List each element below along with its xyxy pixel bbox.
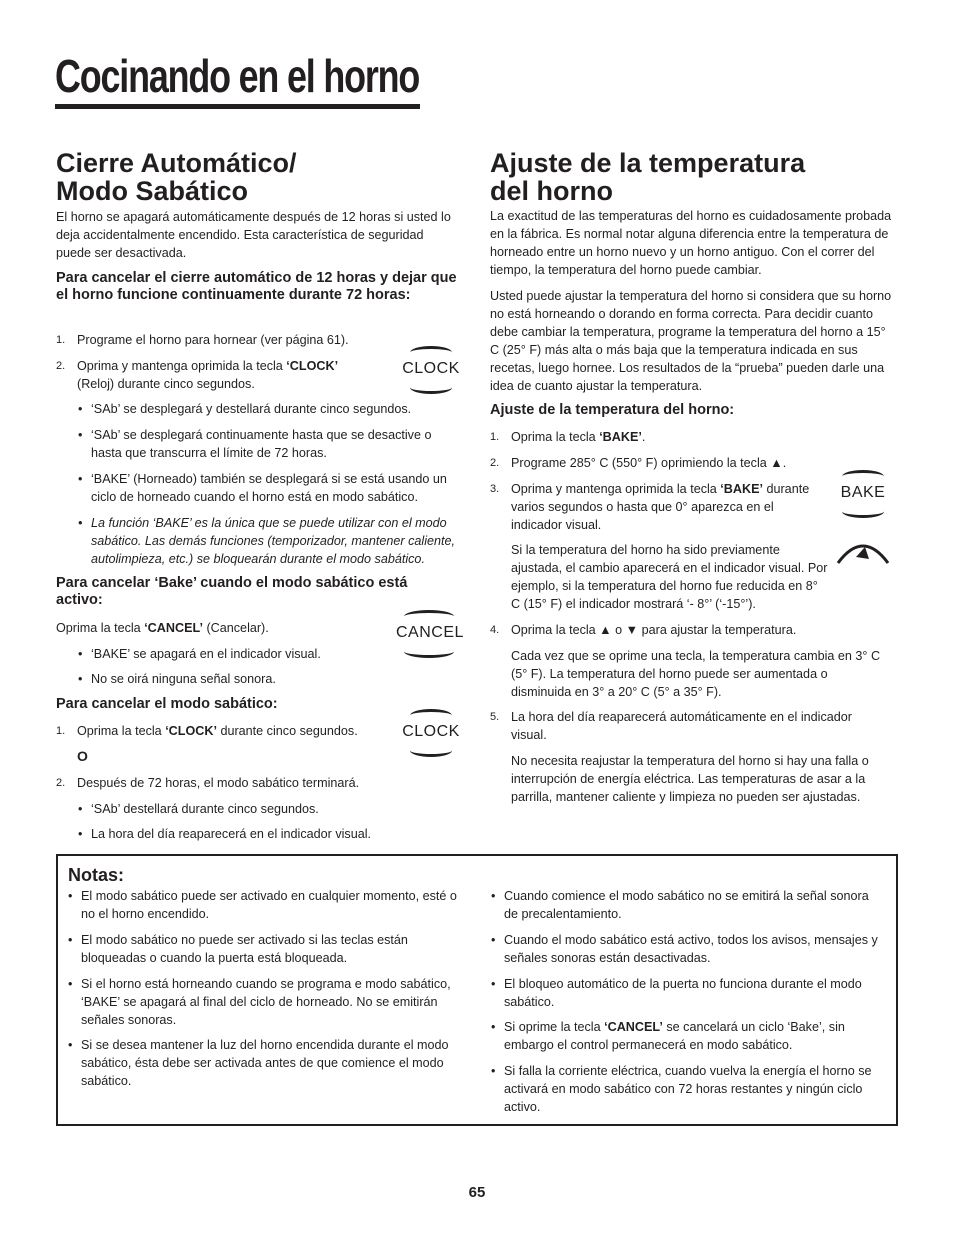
list-item: • Cuando el modo sabático está activo, todos los avisos, mensajes y señales sonoras están desactivadas. bbox=[491, 933, 878, 965]
step-item bbox=[56, 331, 386, 349]
temp-adjust-heading: Ajuste de la temperatura del horno bbox=[490, 148, 806, 206]
list-item: • ‘SAb’ se desplegará continuamente hasta que se desactive o hasta que transcurra el límite de 72 horas. bbox=[78, 428, 432, 460]
page-number: 65 bbox=[468, 1184, 486, 1201]
clock-key-icon: CLOCK bbox=[402, 709, 460, 757]
or-label: O bbox=[77, 748, 88, 764]
step-item: 2. Programe 285° C (550° F) oprimiendo la tecla ▲. bbox=[490, 456, 787, 470]
sabbath-subheading-2: Para cancelar ‘Bake’ cuando el modo sabático está activo: bbox=[56, 575, 408, 608]
list-item: • La función ‘BAKE’ es la única que se puede utilizar con el modo sabático. Las demás funciones (temporizador, mantener caliente, autolimpieza, etc.) se bloquearán durante el modo sabático. bbox=[78, 516, 456, 566]
sabbath-intro: El horno se apagará automáticamente después de 12 horas si usted lo deja accidentalmente encendido. Esta característica de seguridad puede ser desactivada. bbox=[56, 210, 451, 260]
up-arrow-key-icon bbox=[834, 533, 892, 571]
step-item: 5. La hora del día reaparecerá automáticamente en el indicador visual. bbox=[490, 710, 852, 742]
sabbath-heading-line2: Modo Sabático bbox=[56, 176, 249, 206]
page-title: Cocinando en el horno bbox=[55, 50, 420, 102]
clock-key-label: CLOCK bbox=[402, 360, 460, 377]
sabbath-heading bbox=[56, 149, 297, 205]
bake-key-icon: BAKE bbox=[834, 470, 892, 518]
list-item: • El modo sabático no puede ser activado si las teclas están bloqueadas o cuando la puerta está bloqueada. bbox=[68, 933, 408, 965]
list-item: • Si falla la corriente eléctrica, cuando vuelva la energía el horno se activará en modo sabático con 72 horas restantes y ningún ciclo activo. bbox=[491, 1064, 872, 1114]
step-item: 4. Oprima la tecla ▲ o ▼ para ajustar la temperatura. bbox=[490, 623, 797, 637]
list-item: • ‘SAb’ destellará durante cinco segundos. bbox=[78, 802, 319, 816]
list-item: • El modo sabático puede ser activado en cualquier momento, esté o no el horno encendido. bbox=[68, 889, 457, 921]
notes-heading: Notas: bbox=[68, 865, 125, 885]
step-item: 3. Oprima y mantenga oprimida la tecla ‘BAKE’ durante varios segundos o hasta que 0° aparezca en el indicador visual. bbox=[490, 482, 810, 532]
list-item: • ‘SAb’ se desplegará y destellará durante cinco segundos. bbox=[78, 402, 412, 416]
list-item: • El bloqueo automático de la puerta no funciona durante el modo sabático. bbox=[491, 977, 862, 1009]
sabbath-subheading-3: Para cancelar el modo sabático: bbox=[56, 696, 278, 712]
list-item: • Si oprime la tecla ‘CANCEL’ se cancelará un ciclo ‘Bake’, sin embargo el control permanecerá en modo sabático. bbox=[491, 1020, 845, 1052]
sabbath-subheading-1: Para cancelar el cierre automático de 12 horas y dejar que el horno funcione continuamente durante 72 horas: bbox=[56, 270, 457, 303]
clock-key-icon bbox=[402, 346, 460, 394]
temp-para-2: Usted puede ajustar la temperatura del horno si considera que su horno no está horneando o dorando en forma correcta. Para decidir cuanto debe cambiar la temperatura, programe la temperatura del horno a 15° C (25° F) más alta o más baja que la temperatura indicada en sus recetas, luego hornee. Los resultados de la “prueba” pueden darle una idea de cuanto ajustar la temperatura. bbox=[490, 289, 892, 393]
step-4-note: Cada vez que se oprime una tecla, la temperatura cambia en 3° C (5° F). La temperatura del horno puede ser aumentada o disminuida en 3° a 20° C (5° a 35° F). bbox=[511, 649, 881, 699]
step-number: 2. bbox=[56, 360, 66, 372]
step-item bbox=[56, 357, 366, 393]
step-text: Programe el horno para hornear (ver página 61). bbox=[77, 333, 349, 347]
step-5-note: No necesita reajustar la temperatura del horno si hay una falla o interrupción de energía eléctrica. Las temperaturas de asar a la parrilla, mantener caliente y limpieza no pueden ser ajustadas. bbox=[511, 754, 869, 804]
step-3-note: Si la temperatura del horno ha sido previamente ajustada, el cambio aparecerá en el indicador visual. Por ejemplo, si la temperatura del horno fue reducida en 8° C (15° F) el indicador mostrará ‘- 8°’ (‘-15°’). bbox=[511, 543, 828, 611]
step-text: Oprima y mantenga oprimida la tecla ‘CLOCK’ (Reloj) durante cinco segundos. bbox=[77, 359, 339, 391]
list-item: • Si el horno está horneando cuando se programa e modo sabático, ‘BAKE’ se apagará al final del ciclo de horneado. No se emitirán señales sonoras. bbox=[68, 977, 451, 1027]
step-item: 2. Después de 72 horas, el modo sabático terminará. bbox=[56, 776, 360, 790]
list-item: • Cuando comience el modo sabático no se emitirá la señal sonora de precalentamiento. bbox=[491, 889, 869, 921]
cancel-key-icon bbox=[396, 610, 462, 658]
sabbath-heading-line1: Cierre Automático/ bbox=[56, 148, 297, 178]
step-number: 1. bbox=[56, 334, 66, 346]
list-item: • ‘BAKE’ (Horneado) también se desplegará si se está usando un ciclo de horneado cuando el horno está en modo sabático. bbox=[78, 472, 447, 504]
list-item: • No se oirá ninguna señal sonora. bbox=[78, 672, 276, 686]
list-item: • Si se desea mantener la luz del horno encendida durante el modo sabático, ésta debe ser activada antes de que comience el modo sabático. bbox=[68, 1038, 449, 1088]
cancel-key-label: CANCEL bbox=[396, 624, 464, 641]
temp-subheading: Ajuste de la temperatura del horno: bbox=[490, 402, 735, 418]
temp-para-1: La exactitud de las temperaturas del horno es cuidadosamente probada en la fábrica. Es normal notar alguna diferencia entre la temperatura de horneado entre un horno nuevo y un horno antiguo. Con el correr del tiempo, la temperatura del horno puede cambiar. bbox=[490, 209, 892, 277]
step-item: 1. Oprima la tecla ‘BAKE’. bbox=[490, 430, 646, 444]
list-item: • ‘BAKE’ se apagará en el indicador visual. bbox=[78, 647, 321, 661]
cancel-instruction: Oprima la tecla ‘CANCEL’ (Cancelar). bbox=[56, 621, 269, 635]
list-item: • La hora del día reaparecerá en el indicador visual. bbox=[78, 827, 372, 841]
title-rule bbox=[55, 104, 420, 109]
step-item: 1. Oprima la tecla ‘CLOCK’ durante cinco segundos. bbox=[56, 724, 358, 738]
